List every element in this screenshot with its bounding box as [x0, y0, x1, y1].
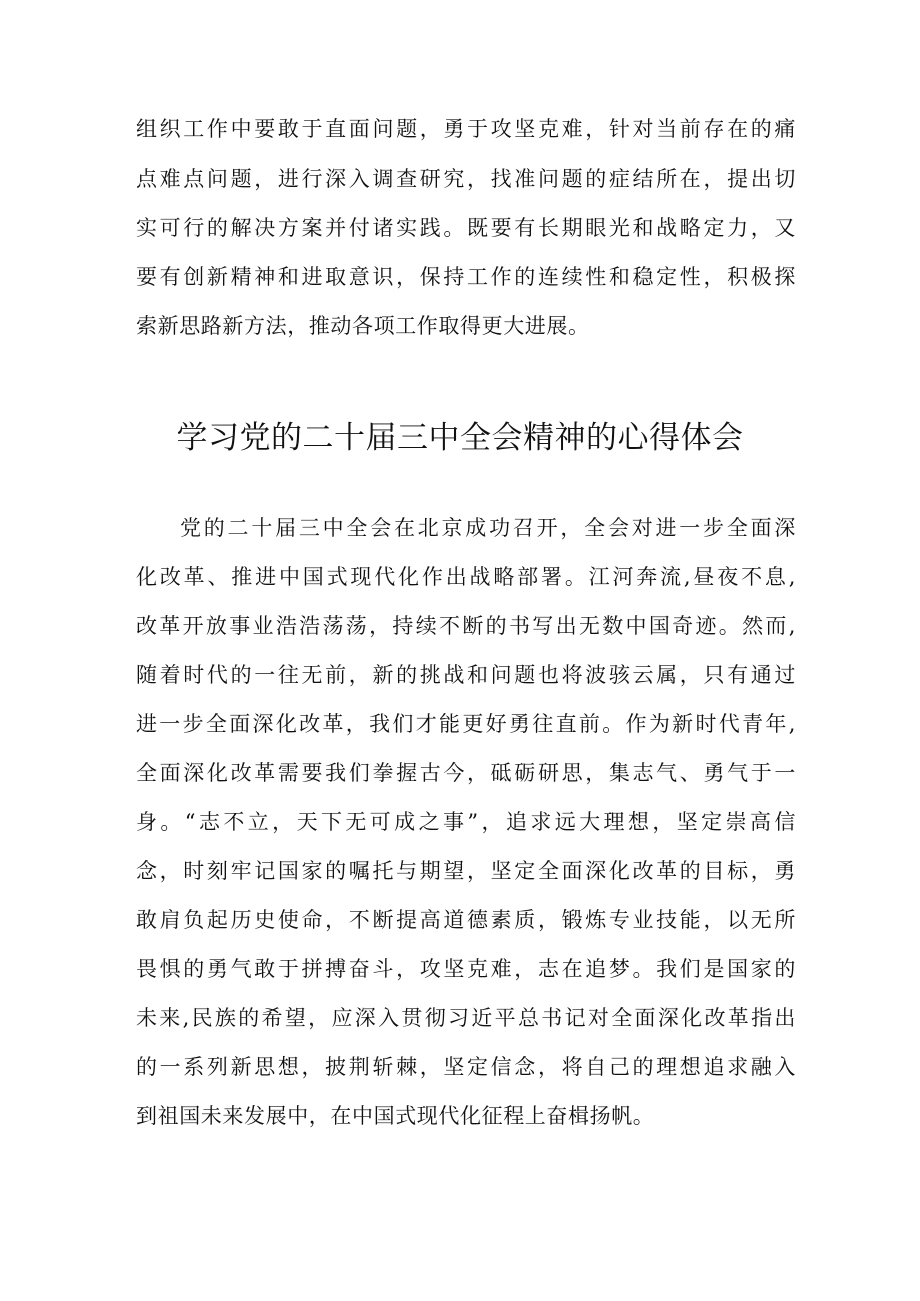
paragraph-line: 全面深化改革需要我们拳握古今，砥砺研思，集志气、勇气于一: [136, 761, 796, 785]
paragraph-line: 敢肩负起历史使命，不断提高道德素质，锻炼专业技能，以无所: [136, 908, 796, 932]
paragraph-line: 实可行的解决方案并付诸实践。既要有长期眼光和战略定力，又: [136, 216, 796, 240]
paragraph-line: 到祖国未来发展中，在中国式现代化征程上奋楫扬帆。: [136, 1104, 655, 1128]
paragraph-line: 改革开放事业浩浩荡荡，持续不断的书写出无数中国奇迹。然而,: [136, 614, 796, 638]
paragraph-line: 身。“志不立，天下无可成之事”，追求远大理想，坚定崇高信: [136, 810, 796, 834]
paragraph-line: 党的二十届三中全会在北京成功召开，全会对进一步全面深: [180, 516, 796, 540]
paragraph-line: 进一步全面深化改革，我们才能更好勇往直前。作为新时代青年,: [136, 712, 796, 736]
paragraph-line: 随着时代的一往无前，新的挑战和问题也将波骇云属，只有通过: [136, 663, 796, 687]
paragraph-line: 要有创新精神和进取意识，保持工作的连续性和稳定性，积极探: [136, 265, 796, 289]
paragraph-line: 未来,民族的希望，应深入贯彻习近平总书记对全面深化改革指出: [136, 1006, 796, 1030]
paragraph-line: 畏惧的勇气敢于拼搏奋斗，攻坚克难，志在追梦。我们是国家的: [136, 957, 796, 981]
paragraph-line: 索新思路新方法，推动各项工作取得更大进展。: [136, 314, 590, 338]
paragraph-line: 的一系列新思想，披荆斩棘，坚定信念，将自己的理想追求融入: [136, 1055, 796, 1079]
paragraph-line: 点难点问题，进行深入调查研究，找准问题的症结所在，提出切: [136, 167, 796, 191]
paragraph-line: 念，时刻牢记国家的嘱托与期望，坚定全面深化改革的目标，勇: [136, 859, 796, 883]
article-title: 学习党的二十届三中全会精神的心得体会: [176, 420, 744, 456]
paragraph-line: 组织工作中要敢于直面问题，勇于攻坚克难，针对当前存在的痛: [136, 117, 796, 141]
paragraph-line: 化改革、推进中国式现代化作出战略部署。江河奔流,昼夜不息,: [136, 565, 796, 589]
